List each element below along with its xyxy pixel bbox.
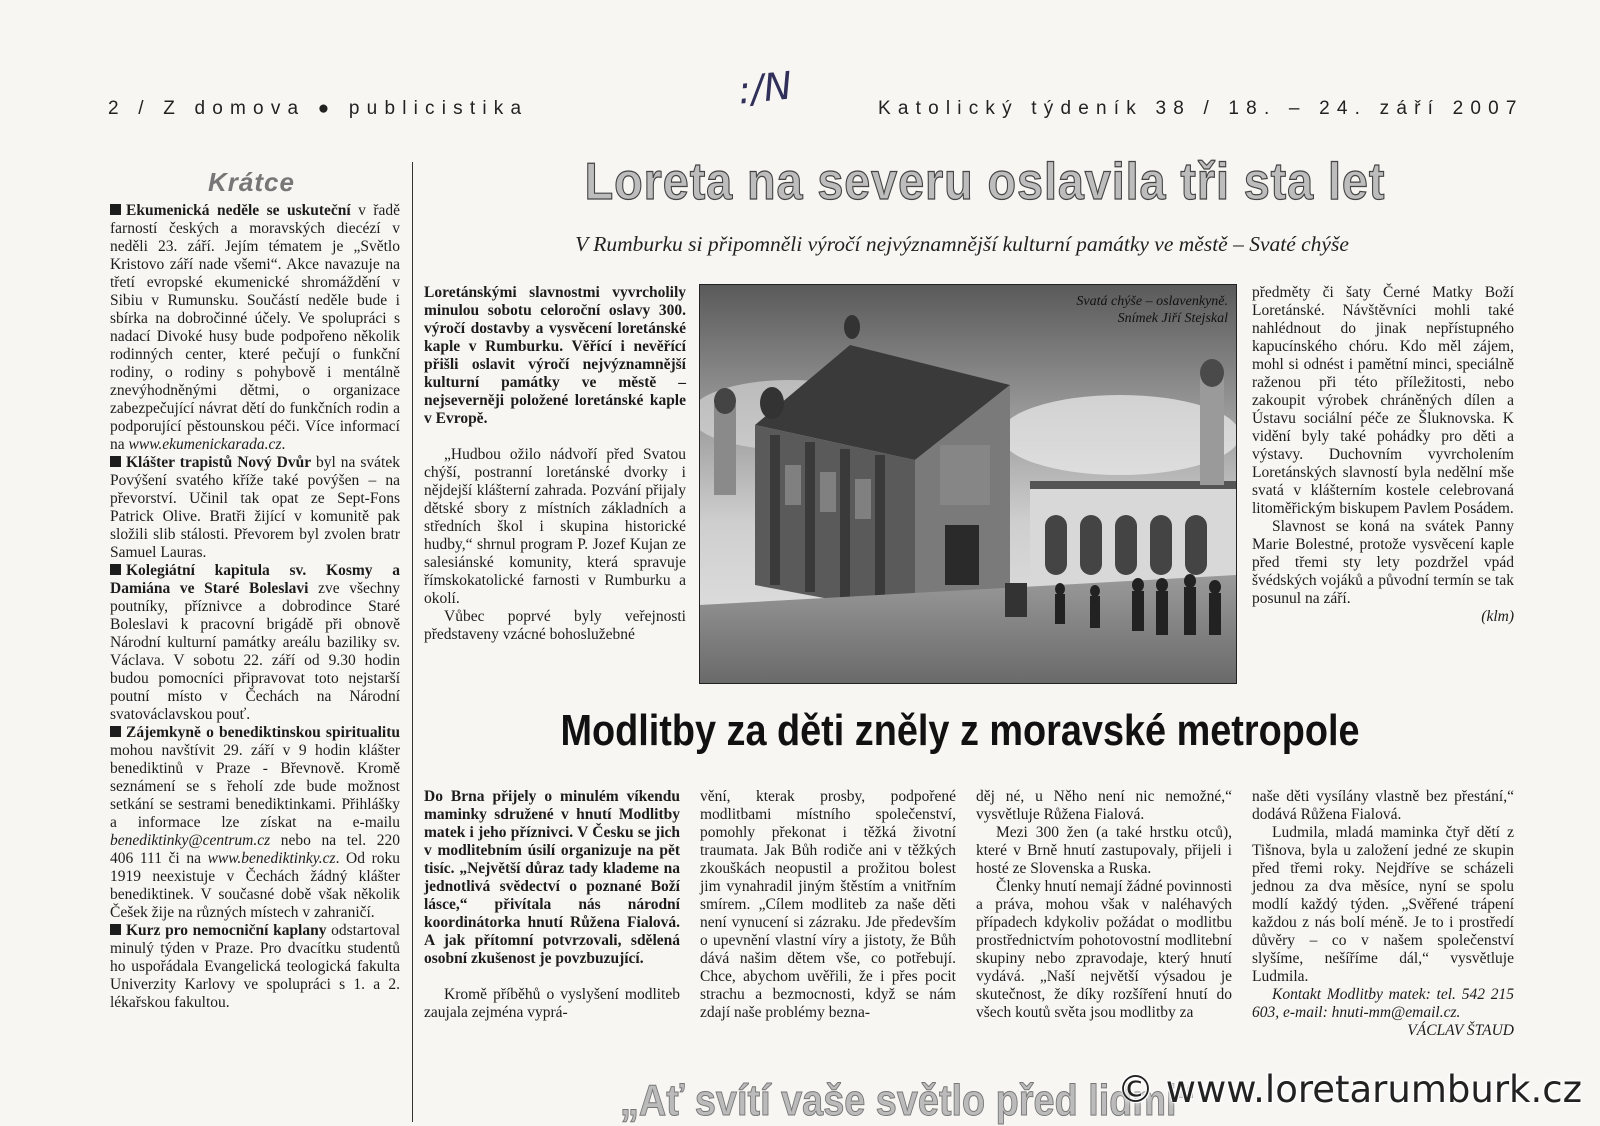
bullet-square-icon	[110, 726, 121, 737]
article2-paragraph: Mezi 300 žen (a také hrstku otců), které v Brně hnutí zastupovaly, přijeli i hosté ze Slovenska a Ruska.	[976, 824, 1232, 877]
article1-col1	[424, 284, 686, 644]
article2-paragraph: děj né, u Něho není nic nemožné,“ vysvětluje Růžena Fialová.	[976, 788, 1232, 823]
article2-author: VÁCLAV ŠTAUD	[1407, 1022, 1514, 1039]
article3-headline: „Ať svítí vaše světlo před lidmi“	[620, 1076, 1196, 1125]
article2-paragraph: Členky hnutí nemají žádné povinnosti a práva, mohou však v naléhavých případech kdykoliv požádat o modlitbu prostřednictvím pohotovostní modlitební skupiny nebo zpravodaje, který hnutí vydává. „Naší největší výsadou je skutečnost, že díky rozšíření hnutí do všech koutů světa jsou modlitby za	[976, 878, 1232, 1021]
article1-paragraph: „Hudbou ožilo nádvoří před Svatou chýší, postranní loretánské dvorky i nějdejší klášterní zahrada. Pozvání přijaly dětské sbory z místních základních a středních škol i skupina historické hudby,“ shrnul program P. Jozef Kujan ze salesiánské komunity, která spravuje římskokatolické farnosti v Rumburku a okolí.	[424, 446, 686, 607]
article1-col3	[1252, 284, 1514, 626]
bullet-square-icon	[110, 924, 121, 935]
column-divider	[412, 162, 413, 1122]
news-item: Ekumenická neděle se uskuteční v řadě farností českých a moravských diecézí v neděli 23. září. Jejím tématem je „Světlo Kristovo září nade všemi“. Akce navazuje na třetí evropské ekumenické shromáždění v Sibiu v Rumunsku. Součástí neděle bude i sbírka na dobročinné účely. Ve spolupráci s nadací Divoké husy bude podpořeno několik rodinných center, které pečují o funkční rodiny, o rodiny s pohybově i mentálně znevýhodněnými dětmi, o organizace zabezpečující návrat dětí do funkčních rodin a podporující pěstounskou péči. Více informací na www.ekumenickarada.cz.	[110, 202, 400, 453]
article2-col2	[700, 788, 956, 1022]
article2-col3	[976, 788, 1232, 1022]
news-item: Kurz pro nemocniční kaplany odstartoval minulý týden v Praze. Pro dvacítku studentů ho uspořádala Evangelická teologická fakulta Univerzity Karlovy ve spolupráci s 1. a 2. lékařskou fakultou.	[110, 922, 401, 1011]
article2-paragraph: Ludmila, mladá maminka čtyř dětí z Tišnova, byla u založení jedné ze skupin před třemi roky. Nejdříve se scházeli jednou za dva měsíce, nyní se spolu modlí každý týden. „Svěřené trápení každou z nás bolí méně. Je to i prostředí důvěry – co v našem společenství slyšíme, nešíříme dál,“ vysvětluje Ludmila.	[1252, 824, 1514, 985]
page-section-header: 2 / Z domova ● publicistika	[108, 98, 529, 119]
sidebar-title: Krátce	[208, 167, 295, 197]
link-ekumenickarada[interactable]: www.ekumenickarada.cz	[128, 436, 282, 453]
article1-headline: Loreta na severu oslavila tři sta let	[584, 153, 1386, 211]
article2-paragraph: vění, kterak prosby, podpořené modlitbami místního společenství, pomohly překonat i těžká životní traumata. Jak Bůh rodiče ani v těžkých zkouškách neopustil a prožitou bolest jim vynahradil jiným štěstím a vnitřním smírem. „Cílem modliteb za naše děti není vynucení si zázraku. Jde především o upevnění vlastní víry a jistoty, že Bůh dává našim dětem vše, co potřebují. Chce, abychom uvěřili, že i přes pocit strachu a bezmocnosti, když se nám zdají naše problémy bezna-	[700, 788, 956, 1021]
link-benediktinky[interactable]: www.benediktinky.cz	[207, 850, 336, 867]
article2-paragraph: Kromě příběhů o vyslyšení modliteb zaujala zejména vyprá-	[424, 986, 680, 1021]
bullet-square-icon	[110, 204, 121, 215]
article1-paragraph: předměty či šaty Černé Matky Boží Loretánské. Návštěvníci mohli také nahlédnout do jinak nepřístupného kapucínského chóru. Kdo měl zájem, mohl si odnést i pamětní minci, speciálně raženou při této příležitosti, nebo zakoupit výrobek chráněných dílen a Ústavu sociální péče ze Šluknovska. K vidění byly také pohádky pro děti a výstavy. Duchovním vyvrcholením Loretánských slavností byla nedělní mše svatá v klášterním kostele celebrovaná litoměřickým biskupem Pavlem Posádem.	[1252, 284, 1514, 517]
article1-subheadline: V Rumburku si připomněli výročí nejvýznamnější kulturní památky ve městě – Svaté chýše	[575, 232, 1349, 256]
email-link[interactable]: benediktinky@centrum.cz	[110, 832, 271, 849]
article2-headline: Modlitby za děti zněly z moravské metropole	[560, 706, 1360, 755]
article2-paragraph: naše děti vysílány vlastně bez přestání,“ dodává Růžena Fialová.	[1252, 788, 1514, 823]
publication-header: Katolický týdeník 38 / 18. – 24. září 2007	[878, 98, 1524, 119]
loreta-chapel-image	[700, 285, 1236, 683]
article1-paragraph: Vůbec poprvé byly veřejnosti představeny vzácné bohoslužebné	[424, 608, 686, 643]
article2-col1	[424, 788, 680, 1022]
copyright-watermark: © www.loretarumburk.cz	[1117, 1068, 1582, 1111]
news-item: Kolegiátní kapitula sv. Kosmy a Damiána ve Staré Boleslavi zve všechny poutníky, příznivce a dobrodince Staré Boleslavi k pracovní brigádě při obnově Národní kulturní památky areálu baziliky sv. Václava. V sobotu 22. září od 9.30 hodin budou pomocníci připravovat toto nejstarší poutní místo v Čechách na Národní svatováclavskou pouť.	[110, 562, 400, 723]
news-item: Klášter trapistů Nový Dvůr byl na svátek Povýšení svatého kříže také povýšen – na převorství. Učinil tak opat ze Sept-Fons Patrick Olive. Bratři žijící v komunitě pak složili slib stálosti. Převorem byl zvolen bratr Samuel Lauras.	[110, 454, 400, 561]
church-photo	[699, 284, 1237, 684]
sidebar-news	[110, 202, 400, 1012]
article2-contact: Kontakt Modlitby matek: tel. 542 215 603, e-mail: hnuti-mm@email.cz.	[1252, 986, 1514, 1021]
bullet-square-icon	[110, 564, 121, 575]
photo-caption: Svatá chýše – oslavenkyně. Snímek Jiří Stejskal	[1076, 294, 1228, 326]
article1-lead: Loretánskými slavnostmi vyvrcholily minulou sobotu celoroční oslavy 300. výročí dostavby a vysvěcení loretánské kaple v Rumburku. Věřící i nevěřící přišli oslavit výročí nejvýznamnější kulturní památky ve městě – nejseverněji položené loretánské kaple v Evropě.	[424, 284, 686, 427]
news-item: Zájemkyně o benediktinskou spiritualitu mohou navštívit 29. září v 9 hodin klášter benediktinů v Praze - Břevnově. Kromě seznámení se s řeholí zde bude možnost setkání se sestrami benediktinkami. Přihlášky a informace lze získat na e-mailu benediktinky@centrum.cz nebo na tel. 220 406 111 či na www.benediktinky.cz. Od roku 1919 neexistuje v Čechách žádný klášter benediktinek. V současné době však několik Češek žije na různých místech v zahraničí.	[110, 724, 400, 921]
article1-paragraph: Slavnost se koná na svátek Panny Marie Bolestné, protože vysvěcení kaple před třemi sty lety pozdržel vpád švédských vojáků a původní termín se tak posunul na září.	[1252, 518, 1514, 607]
article1-signature: (klm)	[1481, 608, 1514, 625]
bullet-square-icon	[110, 456, 121, 467]
handwritten-stamp: :/N	[735, 63, 795, 113]
article2-lead: Do Brna přijely o minulém víkendu maminky sdružené v hnutí Modlitby matek i jeho příznivci. V Česku se jich v modlitebním úsilí organizuje na pět tisíc. „Největší důraz tady klademe na jednotlivá svědectví o poznané Boží lásce,“ přivítala nás národní koordinátorka hnutí Růžena Fialová. A jak přítomní potvrzovali, sdělená osobní zkušenost je povzbuzující.	[424, 788, 680, 967]
article2-col4	[1252, 788, 1514, 1040]
